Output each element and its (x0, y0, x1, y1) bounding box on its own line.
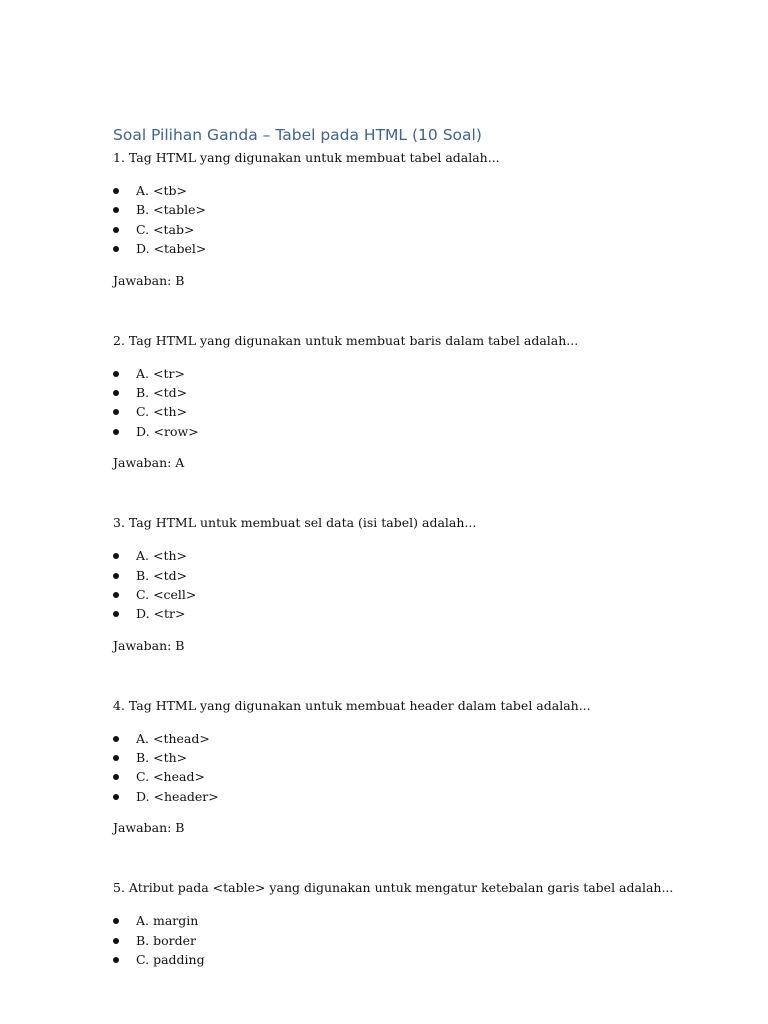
answer-text: Jawaban: B (113, 272, 185, 288)
option-label: B. <table> (136, 202, 206, 218)
option-label: A. <thead> (136, 730, 210, 746)
option-label: C. <cell> (136, 586, 197, 602)
document-page (113, 124, 733, 969)
option-item (113, 767, 733, 786)
option-label: D. <row> (136, 423, 199, 439)
document-title: Soal Pilihan Ganda – Tabel pada HTML (10 Soal) (113, 126, 482, 144)
bullet-icon (113, 573, 119, 579)
option-label: A. margin (136, 913, 199, 929)
question-block (113, 880, 733, 969)
option-item (113, 402, 733, 421)
bullet-icon (113, 918, 119, 924)
option-item (113, 181, 733, 200)
option-item (113, 383, 733, 402)
option-list (113, 911, 733, 969)
option-item (113, 546, 733, 565)
option-item (113, 566, 733, 585)
bullet-icon (113, 611, 119, 617)
bullet-icon (113, 371, 119, 377)
option-item (113, 911, 733, 930)
bullet-icon (113, 188, 119, 194)
bullet-icon (113, 755, 119, 761)
option-label: B. border (136, 932, 197, 948)
question-block (113, 515, 733, 698)
option-item (113, 585, 733, 604)
option-label: B. <td> (136, 384, 188, 400)
option-item (113, 950, 733, 969)
answer-text: Jawaban: B (113, 637, 185, 653)
option-label: C. <th> (136, 404, 188, 420)
option-item (113, 604, 733, 623)
bullet-icon (113, 227, 119, 233)
option-label: D. <header> (136, 788, 219, 804)
question-list (113, 150, 733, 969)
bullet-icon (113, 736, 119, 742)
option-item (113, 220, 733, 239)
option-item (113, 748, 733, 767)
option-label: A. <th> (136, 548, 187, 564)
option-list (113, 546, 733, 624)
option-label: D. <tr> (136, 606, 186, 622)
option-list (113, 364, 733, 442)
option-list (113, 181, 733, 259)
answer-text: Jawaban: B (113, 820, 185, 836)
bullet-icon (113, 938, 119, 944)
question-block (113, 150, 733, 333)
bullet-icon (113, 207, 119, 213)
option-label: A. <tr> (136, 365, 185, 381)
question-text: 2. Tag HTML yang digunakan untuk membuat baris dalam tabel adalah... (113, 332, 579, 348)
option-label: C. padding (136, 952, 205, 968)
bullet-icon (113, 246, 119, 252)
question-block (113, 333, 733, 516)
option-label: A. <tb> (136, 183, 187, 198)
option-item (113, 239, 733, 258)
question-text: 3. Tag HTML untuk membuat sel data (isi tabel) adalah... (113, 515, 477, 531)
bullet-icon (113, 794, 119, 800)
bullet-icon (113, 553, 119, 559)
bullet-icon (113, 409, 119, 415)
bullet-icon (113, 592, 119, 598)
option-list (113, 729, 733, 807)
question-block (113, 698, 733, 881)
question-text: 1. Tag HTML yang digunakan untuk membuat tabel adalah... (113, 150, 500, 165)
option-item (113, 787, 733, 806)
option-item (113, 200, 733, 219)
option-label: D. <tabel> (136, 241, 207, 257)
option-item (113, 729, 733, 748)
option-label: B. <td> (136, 567, 188, 583)
bullet-icon (113, 429, 119, 435)
option-label: B. <th> (136, 750, 188, 766)
answer-text: Jawaban: A (113, 455, 185, 471)
bullet-icon (113, 957, 119, 963)
option-item (113, 931, 733, 950)
bullet-icon (113, 774, 119, 780)
option-label: C. <head> (136, 769, 205, 785)
option-item (113, 422, 733, 441)
option-label: C. <tab> (136, 221, 195, 237)
question-text: 4. Tag HTML yang digunakan untuk membuat header dalam tabel adalah... (113, 697, 591, 713)
bullet-icon (113, 390, 119, 396)
question-text: 5. Atribut pada <table> yang digunakan untuk mengatur ketebalan garis tabel adalah... (113, 880, 674, 896)
option-item (113, 364, 733, 383)
